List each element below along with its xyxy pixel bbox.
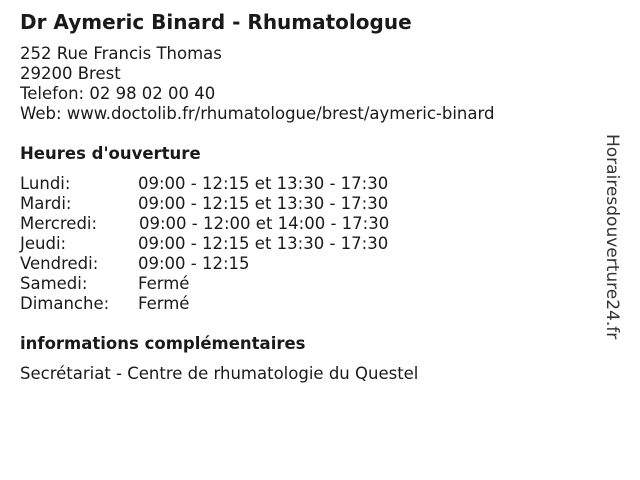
street-address: 252 Rue Francis Thomas bbox=[20, 44, 222, 63]
day-label: Mercredi: bbox=[20, 214, 98, 233]
page-title: Dr Aymeric Binard - Rhumatologue bbox=[20, 10, 412, 34]
city: 29200 Brest bbox=[20, 64, 121, 83]
hours-value: 09:00 - 12:15 et 13:30 - 17:30 bbox=[138, 194, 389, 213]
day-label: Dimanche: bbox=[20, 294, 110, 313]
day-label: Jeudi: bbox=[20, 234, 67, 253]
hours-value: 09:00 - 12:15 et 13:30 - 17:30 bbox=[138, 174, 389, 193]
day-label: Vendredi: bbox=[20, 254, 99, 273]
additional-info-heading: informations complémentaires bbox=[20, 334, 306, 353]
day-label: Mardi: bbox=[20, 194, 72, 213]
hours-value: 09:00 - 12:15 et 13:30 - 17:30 bbox=[138, 234, 389, 253]
address-block bbox=[20, 44, 494, 124]
phone-number: Telefon: 02 98 02 00 40 bbox=[20, 84, 216, 103]
day-label: Samedi: bbox=[20, 274, 88, 293]
website: Web: www.doctolib.fr/rhumatologue/brest/aymeric-binard bbox=[20, 104, 495, 123]
hours-value: Fermé bbox=[138, 294, 190, 313]
site-watermark: Horairesdouverture24.fr bbox=[602, 134, 622, 340]
additional-info-text: Secrétariat - Centre de rhumatologie du Questel bbox=[20, 364, 419, 383]
hours-value: 09:00 - 12:00 et 14:00 - 17:30 bbox=[139, 214, 390, 233]
hours-value: Fermé bbox=[138, 274, 190, 293]
hours-value: 09:00 - 12:15 bbox=[138, 254, 250, 273]
opening-hours-heading: Heures d'ouverture bbox=[20, 144, 201, 163]
day-label: Lundi: bbox=[20, 174, 71, 193]
